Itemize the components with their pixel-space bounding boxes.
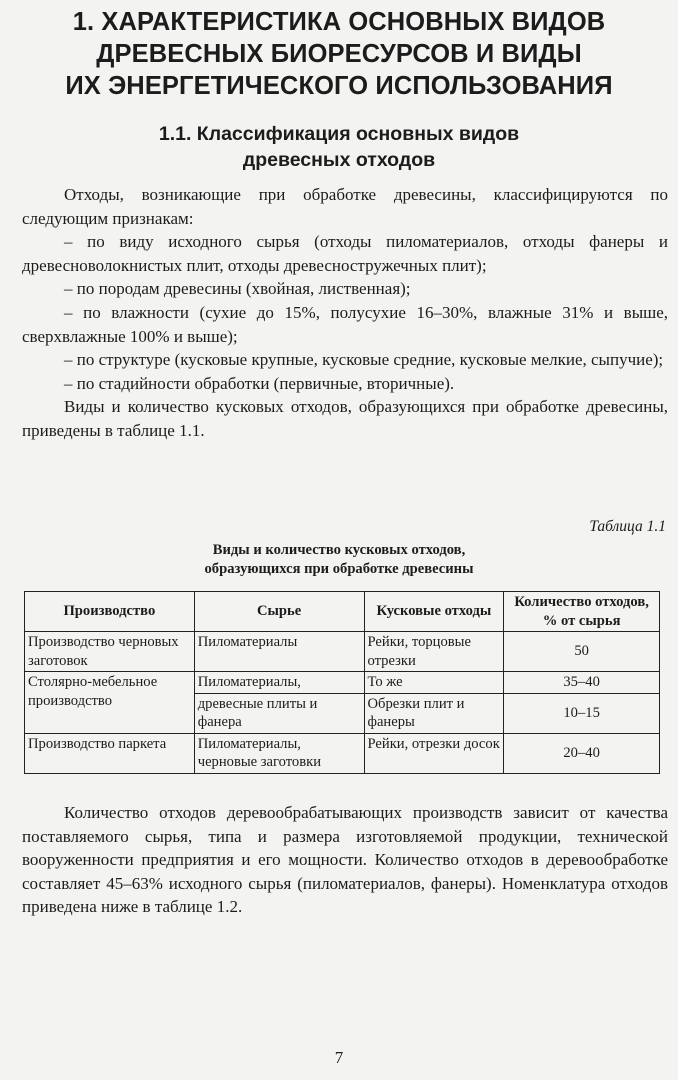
paragraph: Количество отходов деревообрабатывающих производств зависит от качества поставляемого сырья, типа и размера изготовляемой продукции, технической вооруженности предприятия и его мощности. Количество отходов в деревообработке составляет 45–63% исходного сырья (пиломатериалов, фанеры). Номенклатура отходов приведена ниже в таблице 1.2.	[22, 803, 668, 917]
table-title-line: образующихся при обработке древесины	[204, 561, 474, 577]
table-row	[25, 632, 660, 672]
cell-production: Производство паркета	[25, 733, 195, 773]
table-title-line: Виды и количество кусковых отходов,	[212, 542, 466, 558]
cell-material: Пиломатериалы	[194, 632, 364, 672]
section-title-line: древесных отходов	[242, 149, 436, 171]
cell-amount: 10–15	[504, 693, 660, 733]
intro-text	[22, 183, 668, 443]
cell-production: Производство черновых заготовок	[25, 632, 195, 672]
cell-waste: То же	[364, 672, 504, 694]
cell-material: Пиломатериалы, черновые заготовки	[194, 733, 364, 773]
list-item: – по влажности (сухие до 15%, полусухие 16–30%, влажные 31% и выше, сверхвлажные 100% и выше);	[22, 302, 668, 346]
table-row	[25, 733, 660, 773]
page-number: 7	[334, 1048, 344, 1067]
table-row	[25, 672, 660, 694]
chapter-title	[20, 6, 658, 102]
list-item: – по породам древесины (хвойная, лиственная);	[64, 279, 411, 299]
cell-production: Столярно-мебельное производство	[25, 672, 195, 734]
chapter-title-line: ИХ ЭНЕРГЕТИЧЕСКОГО ИСПОЛЬЗОВАНИЯ	[65, 72, 613, 100]
list-item: – по виду исходного сырья (отходы пиломатериалов, отходы фанеры и древесноволокнистых плит, отходы древесностружечных плит);	[22, 232, 668, 275]
cell-amount: 50	[504, 632, 660, 672]
cell-material: древесные плиты и фанера	[194, 693, 364, 733]
cell-waste: Рейки, торцовые отрезки	[364, 632, 504, 672]
waste-table	[24, 591, 660, 774]
section-title-line: 1.1. Классификация основных видов	[158, 123, 520, 145]
chapter-title-line: 1. ХАРАКТЕРИСТИКА ОСНОВНЫХ ВИДОВ	[72, 8, 606, 36]
header-waste: Кусковые отходы	[364, 592, 504, 632]
cell-waste: Обрезки плит и фанеры	[364, 693, 504, 733]
cell-waste: Рейки, отрезки досок	[364, 733, 504, 773]
table-title	[20, 541, 658, 579]
chapter-title-line: ДРЕВЕСНЫХ БИОРЕСУРСОВ И ВИДЫ	[96, 40, 582, 68]
paragraph: Отходы, возникающие при обработке древесины, классифицируются по следующим признакам:	[22, 185, 668, 228]
header-amount: Количество отходов, % от сырья	[504, 592, 660, 632]
header-production: Производство	[25, 592, 195, 632]
table-label: Таблица 1.1	[589, 518, 666, 535]
cell-material: Пиломатериалы,	[194, 672, 364, 694]
table-header-row	[25, 592, 660, 632]
cell-amount: 35–40	[504, 672, 660, 694]
header-material: Сырье	[194, 592, 364, 632]
cell-amount: 20–40	[504, 733, 660, 773]
list-item: – по структуре (кусковые крупные, кусковые средние, кусковые мелкие, сыпучие);	[64, 350, 664, 370]
paragraph: Виды и количество кусковых отходов, образующихся при обработке древесины, приведены в таблице 1.1.	[22, 397, 668, 440]
section-title	[20, 121, 658, 173]
list-item: – по стадийности обработки (первичные, вторичные).	[64, 373, 455, 393]
closing-text	[22, 801, 668, 919]
